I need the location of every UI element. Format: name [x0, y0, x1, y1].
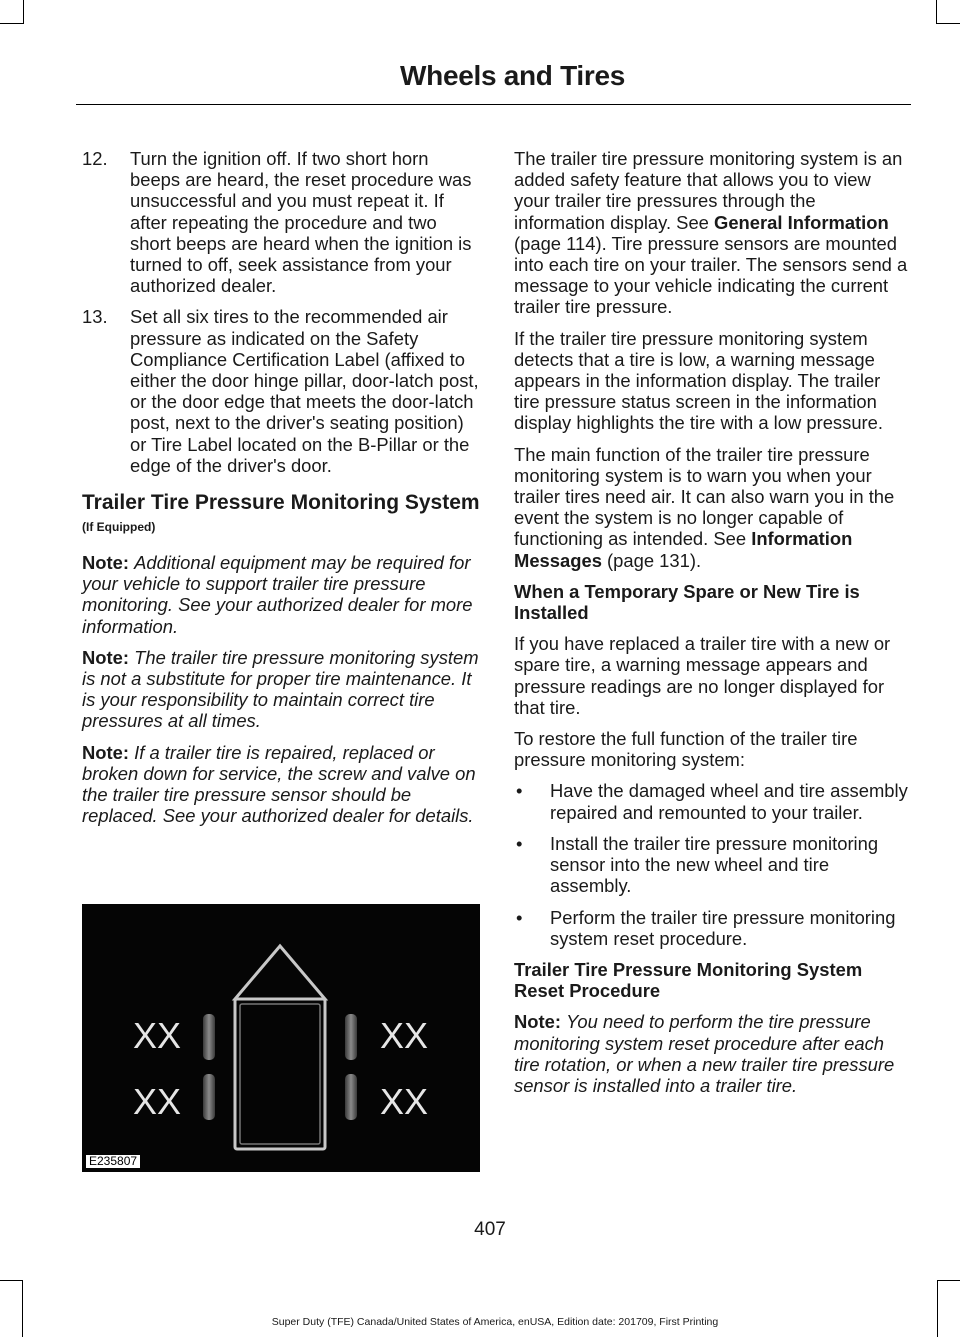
crop-mark: [937, 1280, 938, 1337]
step-number: 13.: [82, 306, 108, 328]
note-label: Note:: [82, 646, 129, 668]
crop-mark: [23, 0, 24, 24]
list-item: [82, 306, 480, 476]
crop-mark: [22, 1280, 23, 1337]
paragraph-text: (page 114). Tire pressure sensors are mounted into each tire on your trailer. The sensors send a message to your vehicle indicating the current trailer tire pressure.: [514, 232, 908, 318]
subheading: When a Temporary Spare or New Tire is Installed: [514, 580, 860, 624]
crop-mark: [937, 1280, 960, 1281]
note: [82, 552, 480, 637]
trailer-diagram: [82, 904, 480, 1172]
trailer-tongue-icon: [235, 946, 325, 999]
bullet-item: [514, 907, 909, 949]
bullet-symbol: •: [516, 906, 523, 928]
note-label: Note:: [82, 741, 129, 763]
tire-icon: [345, 1074, 357, 1120]
paragraph: [514, 148, 909, 318]
figure-code: E235807: [86, 1155, 140, 1168]
tire-pressure-reading: XX: [379, 1015, 429, 1056]
note-text: If a trailer tire is repaired, replaced or broken down for service, the screw and valve on the trailer tire pressure sensor should be replaced. See your authorized dealer for details.: [82, 741, 476, 827]
bullet-text: Install the trailer tire pressure monitoring sensor into the new wheel and tire assembly.: [550, 832, 879, 897]
trailer-body-inner: [240, 1004, 320, 1144]
note: [82, 742, 480, 827]
tire-pressure-reading: XX: [379, 1081, 429, 1122]
subheading: Trailer Tire Pressure Monitoring System Reset Procedure: [514, 958, 863, 1002]
paragraph: If the trailer tire pressure monitoring system detects that a tire is low, a warning message appears in the information display. The trailer tire pressure status screen in the information display highlights the tire with a low pressure.: [514, 327, 884, 434]
paragraph: To restore the full function of the trailer tire pressure monitoring system:: [514, 728, 858, 771]
bullet-symbol: •: [516, 780, 523, 802]
bullet-item: [514, 833, 909, 897]
page-title: Wheels and Tires: [400, 60, 625, 91]
note-text: You need to perform the tire pressure monitoring system reset procedure after each tire rotation, or when a new trailer tire pressure sensor is installed into a trailer tire.: [514, 1011, 895, 1096]
paragraph-text: The main function of the trailer tire pressure monitoring system is to warn you when your trailer tires need air. It can also warn you in the event the system is no longer capable of functioning as intended. See: [514, 443, 895, 550]
step-number: 12.: [82, 148, 108, 169]
left-column: [82, 148, 480, 836]
bullet-symbol: •: [516, 832, 523, 854]
crop-mark: [0, 23, 24, 24]
crop-mark: [936, 23, 960, 24]
bullet-text: Perform the trailer tire pressure monitoring system reset procedure.: [550, 906, 896, 949]
bullet-text: Have the damaged wheel and tire assembly repaired and remounted to your trailer.: [550, 780, 908, 823]
step-text: Set all six tires to the recommended air pressure as indicated on the Safety Compliance Certification Label (affixed to either the door hinge pillar, door-latch post, or the door edge that meets the door-latch post, next to the driver's seating position) or Tire Label located on the B-Pillar or the edge of the driver's door.: [130, 306, 479, 476]
tire-icon: [345, 1014, 357, 1060]
paragraph-text: (page 131).: [601, 549, 702, 571]
crop-mark: [0, 1280, 23, 1281]
note-text: Additional equipment may be required for your vehicle to support trailer tire pressure monitoring. See your authorized dealer for more information.: [82, 552, 473, 637]
note-text: The trailer tire pressure monitoring system is not a substitute for proper tire maintenance. It is your responsibility to maintain correct tire pressures at all times.: [82, 646, 479, 732]
tire-pressure-reading: XX: [132, 1081, 182, 1122]
section-heading-suffix: (If Equipped): [82, 520, 156, 535]
tire-icon: [203, 1014, 215, 1060]
tire-pressure-reading: XX: [132, 1015, 182, 1056]
header-divider: [76, 104, 911, 105]
crop-mark: [936, 0, 937, 24]
section-heading-text: Trailer Tire Pressure Monitoring System: [82, 491, 480, 515]
footer-text: Super Duty (TFE) Canada/United States of America, enUSA, Edition date: 201709, First Printing: [271, 1316, 719, 1328]
paragraph: If you have replaced a trailer tire with a new or spare tire, a warning message appears and pressure readings are no longer displayed for that tire.: [514, 633, 891, 718]
tire-icon: [203, 1074, 215, 1120]
note-label: Note:: [82, 552, 129, 574]
list-item: [82, 148, 480, 296]
trailer-body-outline: [235, 999, 325, 1149]
bullet-item: [514, 780, 909, 822]
cross-reference-link[interactable]: Information Messages: [514, 528, 853, 571]
step-text: Turn the ignition off. If two short horn beeps are heard, the reset procedure was unsuccessful and you must repeat it. If after repeating the procedure and two short beeps are heard when the ignition is turned to off, seek assistance from your authorized dealer.: [130, 148, 472, 297]
section-heading: [82, 492, 480, 538]
trailer-tpms-display-figure: [82, 904, 480, 1172]
paragraph-text: The trailer tire pressure monitoring system is an added safety feature that allows you to view your trailer tire pressures through the information display. See: [514, 148, 903, 233]
cross-reference-link[interactable]: General Information: [714, 211, 889, 233]
paragraph: [514, 444, 909, 571]
page-number: 407: [474, 1219, 506, 1240]
note: [82, 647, 480, 732]
right-column: [514, 148, 909, 1106]
note: [514, 1011, 909, 1096]
note-label: Note:: [514, 1011, 561, 1033]
